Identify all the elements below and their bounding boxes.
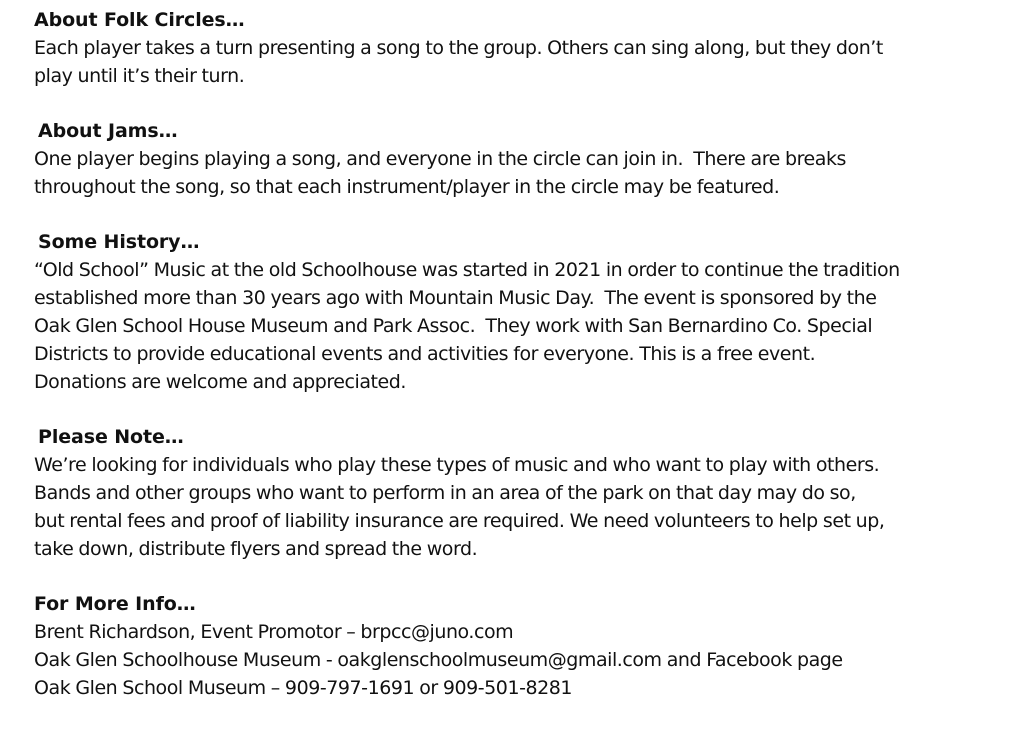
contact-line-museum-phone: Oak Glen School Museum – 909-797-1691 or 909-501-8281 xyxy=(34,677,573,699)
section-more-info xyxy=(34,590,1014,702)
section-heading-history: Some History… xyxy=(38,231,200,253)
paragraph-line: established more than 30 years ago with Mountain Music Day. The event is sponsored by the xyxy=(34,287,877,309)
paragraph-line: but rental fees and proof of liability insurance are required. We need volunteers to help set up, xyxy=(34,510,885,532)
paragraph-line: Each player takes a turn presenting a song to the group. Others can sing along, but they don’t xyxy=(34,37,883,59)
section-heading-please-note: Please Note… xyxy=(38,426,184,448)
paragraph-line: Bands and other groups who want to perform in an area of the park on that day may do so, xyxy=(34,482,856,504)
section-please-note xyxy=(34,423,1014,563)
document-body xyxy=(34,6,1014,702)
paragraph-line: play until it’s their turn. xyxy=(34,65,245,87)
contact-line-promoter: Brent Richardson, Event Promotor – brpcc@juno.com xyxy=(34,621,514,643)
contact-line-museum-email: Oak Glen Schoolhouse Museum - oakglenschoolmuseum@gmail.com and Facebook page xyxy=(34,649,843,671)
paragraph-line: take down, distribute flyers and spread the word. xyxy=(34,538,478,560)
section-heading-folk-circles: About Folk Circles… xyxy=(34,9,245,31)
paragraph-line: Oak Glen School House Museum and Park Assoc. They work with San Bernardino Co. Special xyxy=(34,315,873,337)
section-jams xyxy=(34,117,1014,201)
paragraph-line: One player begins playing a song, and everyone in the circle can join in. There are breaks xyxy=(34,148,846,170)
paragraph-line: “Old School” Music at the old Schoolhouse was started in 2021 in order to continue the tradition xyxy=(34,259,900,281)
section-heading-jams: About Jams… xyxy=(38,120,178,142)
paragraph-line: Donations are welcome and appreciated. xyxy=(34,371,406,393)
paragraph-line: We’re looking for individuals who play these types of music and who want to play with others. xyxy=(34,454,880,476)
section-folk-circles xyxy=(34,6,1014,90)
paragraph-line: throughout the song, so that each instrument/player in the circle may be featured. xyxy=(34,176,780,198)
section-history xyxy=(34,228,1014,396)
section-heading-more-info: For More Info… xyxy=(34,593,196,615)
paragraph-line: Districts to provide educational events and activities for everyone. This is a free event. xyxy=(34,343,816,365)
